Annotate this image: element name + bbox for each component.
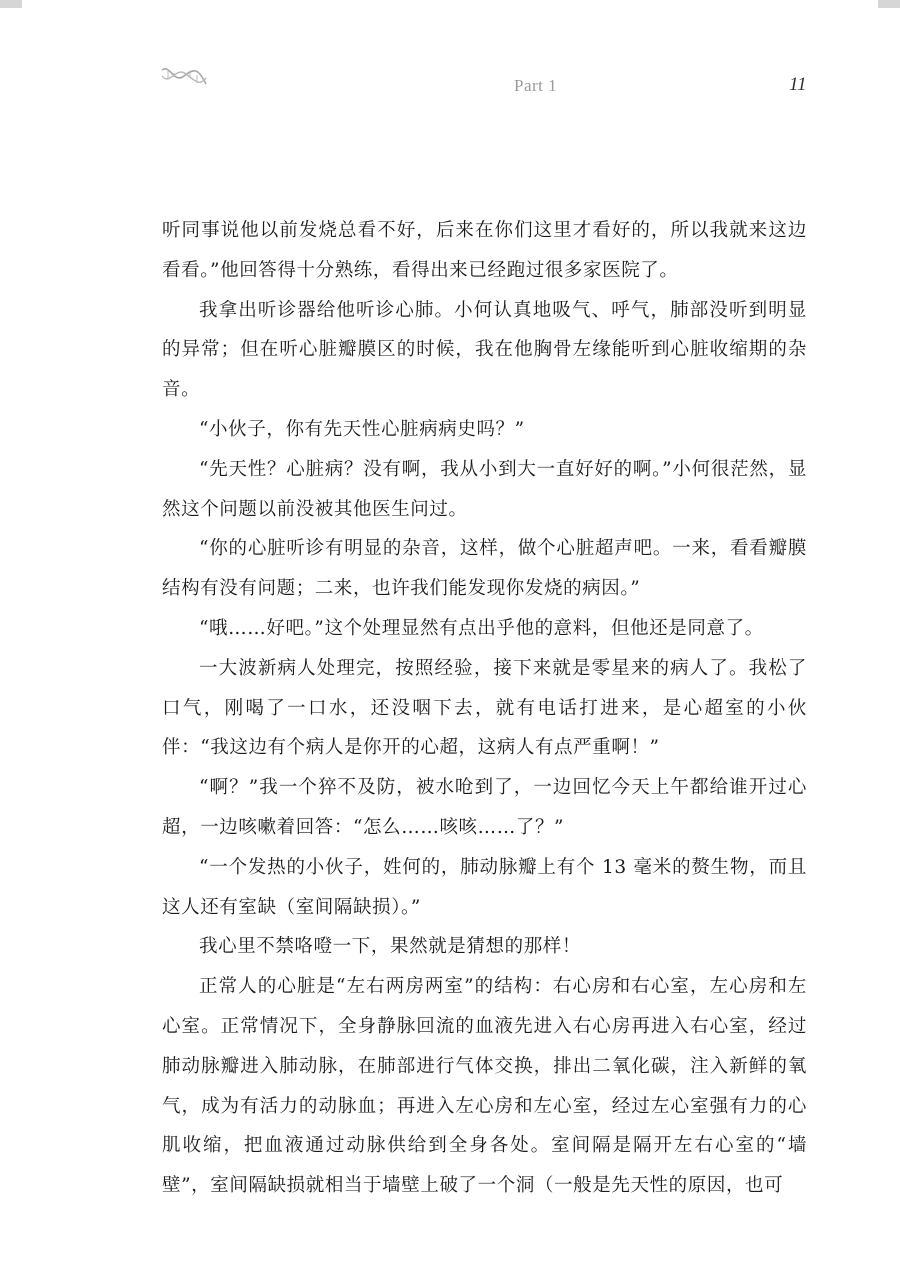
paragraph: “你的心脏听诊有明显的杂音，这样，做个心脏超声吧。一来，看看瓣膜结构有没有问题；二来，也许我们能发现你发烧的病因。” [162,538,807,600]
paragraph: “小伙子，你有先天性心脏病病史吗？” [199,418,525,440]
paragraph: “先天性？心脏病？没有啊，我从小到大一直好好的啊。”小何很茫然，显然这个问题以前没被其他医生问过。 [162,458,807,520]
page-number: 11 [789,74,807,95]
dna-helix-icon [160,62,208,90]
paragraph: 听同事说他以前发烧总看不好，后来在你们这里才看好的，所以我就来这边看看。”他回答得十分熟练，看得出来已经跑过很多家医院了。 [162,220,807,281]
paragraph: “一个发热的小伙子，姓何的，肺动脉瓣上有个 13 毫米的赘生物，而且这人还有室缺（室间隔缺损）。” [162,856,807,918]
paragraph: “啊？”我一个猝不及防，被水呛到了，一边回忆今天上午都给谁开过心超，一边咳嗽着回答：“怎么……咳咳……了？” [162,777,807,838]
paragraph: “哦……好吧。”这个处理显然有点出乎他的意料，但他还是同意了。 [199,617,764,639]
paragraph: 正常人的心脏是“左右两房两室”的结构：右心房和右心室，左心房和左心室。正常情况下，全身静脉回流的血液先进入右心房再进入右心室，经过肺动脉瓣进入肺动脉，在肺部进行气体交换，排出二氧化碳，注入新鲜的氧气，成为有活力的动脉血；再进入左心房和左心室，经过左心室强有力的心肌收缩，把血液通过动脉供给到全身各处。室间隔是隔开左右心室的“墙壁”，室间隔缺损就相当于墙壁上破了一个洞（一般是先天性的原因，也可 [162,976,807,1197]
body-text [162,211,807,1206]
paragraph: 我心里不禁咯噔一下，果然就是猜想的那样！ [199,936,582,958]
corner-mark-left [0,0,22,8]
paragraph: 一大波新病人处理完，按照经验，接下来就是零星来的病人了。我松了口气，刚喝了一口水，还没咽下去，就有电话打进来，是心超室的小伙伴：“我这边有个病人是你开的心超，这病人有点严重啊！” [162,657,807,759]
paragraph: 我拿出听诊器给他听诊心肺。小何认真地吸气、呼气，肺部没听到明显的异常；但在听心脏瓣膜区的时候，我在他胸骨左缘能听到心脏收缩期的杂音。 [162,299,807,401]
running-header-part: Part 1 [514,76,558,95]
corner-mark-right [878,0,900,8]
